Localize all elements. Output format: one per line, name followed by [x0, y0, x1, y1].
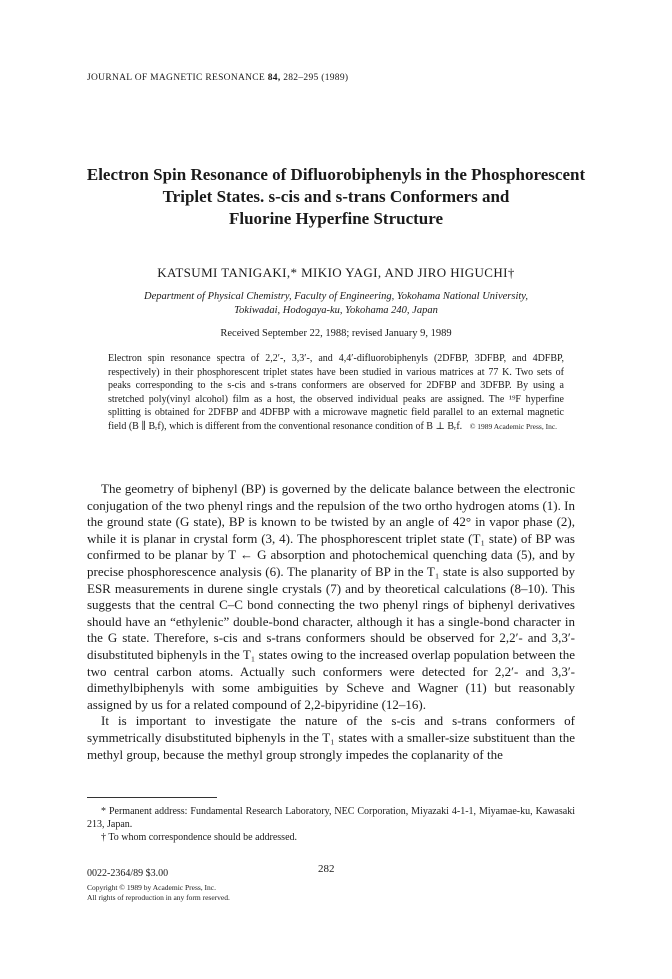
- title-line-1: Electron Spin Resonance of Difluorobiphenyls in the Phosphorescent: [86, 165, 586, 184]
- body-paragraph-1: The geometry of biphenyl (BP) is governed by the delicate balance between the electronic conjugation of the two phenyl rings and the repulsion of the two ortho hydrogen atoms (1). In the ground state (G state), BP is known to be twisted by an angle of 42° in vapor phase (2), while it is planar in crystal form (3, 4). The phosphorescent triplet state (T₁ state) of BP was confirmed to be planar by T ← G absorption and photochemical quenching data (5), and by precise phosphorescence analysis (6). The planarity of BP in the T₁ state is also supported by ESR measurements in durene single crystals (7) and by theoretical calculations (8–10). This suggests that the central C–C bond connecting the two phenyl rings of biphenyl derivatives should have an “ethylenic” double-bond character, although it has a single-bond character in the G state. Therefore, s-cis and s-trans conformers should be observed for 2,2′- and 3,3′-disubstituted biphenyls in the T₁ states owing to the increased overlap population between the two central carbon atoms. Actually such conformers were detected for 2,2′- and 3,3′-dimethylbiphenyls with some ambiguities by Scheve and Wagner (11) but reasonably assigned by us for a related compound of 2,2-bipyridine (12–16).: [87, 481, 575, 712]
- page-number: 282: [318, 863, 335, 875]
- affiliation: [100, 290, 572, 318]
- abstract-copyright: © 1989 Academic Press, Inc.: [469, 421, 558, 431]
- journal-volume: 84,: [267, 73, 281, 83]
- title-line-2: Triplet States. s-cis and s-trans Conformers and: [162, 187, 510, 206]
- received-date: Received September 22, 1988; revised January 9, 1989: [220, 328, 452, 339]
- copyright-line-2: All rights of reproduction in any form reserved.: [87, 893, 230, 902]
- body-text: [87, 481, 575, 763]
- abstract: [108, 352, 564, 434]
- paper-title: [60, 164, 612, 230]
- footnote-2: † To whom correspondence should be addressed.: [101, 832, 298, 843]
- body-paragraph-2: It is important to investigate the nature of the s-cis and s-trans conformers of symmetrically disubstituted biphenyls in the T₁ states with a smaller-size substituent than the methyl group, because the methyl group strongly impedes the coplanarity of the: [87, 713, 575, 762]
- journal-name: JOURNAL OF MAGNETIC RESONANCE: [87, 73, 266, 83]
- copyright-line-1: Copyright © 1989 by Academic Press, Inc.: [87, 883, 217, 892]
- affiliation-line-2: Tokiwadai, Hodogaya-ku, Yokohama 240, Japan: [234, 305, 438, 316]
- authors: KATSUMI TANIGAKI,* MIKIO YAGI, AND JIRO HIGUCHI†: [157, 265, 515, 280]
- issn: 0022-2364/89 $3.00: [87, 868, 169, 879]
- abstract-text: Electron spin resonance spectra of 2,2′-, 3,3′-, and 4,4′-difluorobiphenyls (2DFBP, 3DFBP, and 4DFBP, respectively) in their phosphorescent triplet states have been studied in various matrices at 77 K. Two sets of peaks corresponding to the s-cis and s-trans conformers are observed for 2DFBP and 3DFBP. By using a stretched poly(vinyl alcohol) film as a host, the observed individual peaks are assigned. The ¹⁹F hyperfine splitting is obtained for 2DFBP and 4DFBP with a microwave magnetic field parallel to an external magnetic field (B ∥ Bᵣf), which is different from the conventional resonance condition of B ⊥ Bᵣf.: [108, 353, 564, 432]
- footnote-rule: [87, 797, 217, 798]
- journal-pages: 282–295 (1989): [283, 73, 349, 83]
- footnote-1: * Permanent address: Fundamental Research Laboratory, NEC Corporation, Miyazaki 4-1-1, Miyamae-ku, Kawasaki 213, Japan.: [87, 806, 575, 830]
- journal-header: [87, 73, 348, 83]
- title-line-3: Fluorine Hyperfine Structure: [228, 209, 444, 228]
- affiliation-line-1: Department of Physical Chemistry, Faculty of Engineering, Yokohama National University,: [144, 291, 528, 302]
- footnotes: [87, 805, 575, 844]
